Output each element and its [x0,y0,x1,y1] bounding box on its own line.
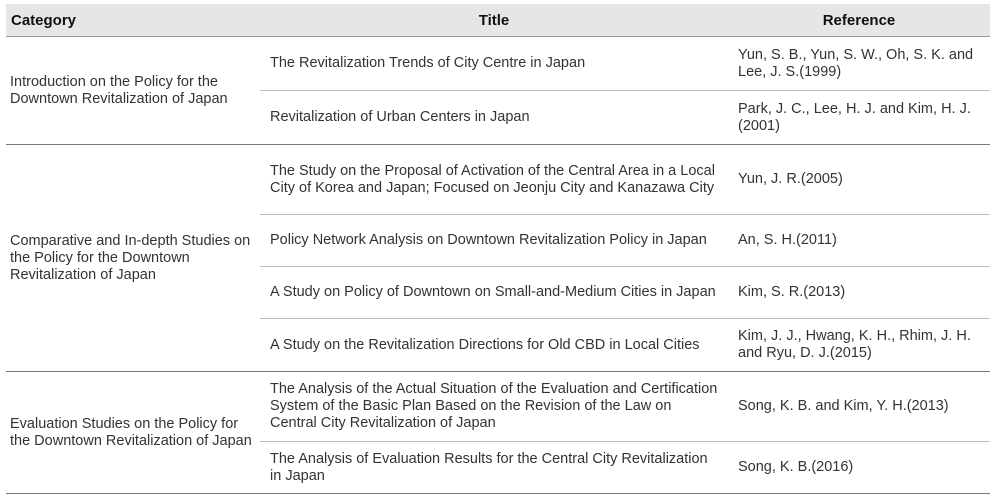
reference-cell: An, S. H.(2011) [728,215,990,267]
category-cell: Introduction on the Policy for the Downtown Revitalization of Japan [6,37,260,145]
reference-cell: Kim, J. J., Hwang, K. H., Rhim, J. H. and Ryu, D. J.(2015) [728,319,990,372]
references-table [6,4,990,494]
title-cell: Revitalization of Urban Centers in Japan [260,91,728,145]
header-title: Title [260,4,728,37]
reference-cell: Song, K. B. and Kim, Y. H.(2013) [728,372,990,442]
header-reference: Reference [728,4,990,37]
title-cell: A Study on Policy of Downtown on Small-and-Medium Cities in Japan [260,267,728,319]
reference-cell: Kim, S. R.(2013) [728,267,990,319]
title-cell: The Revitalization Trends of City Centre in Japan [260,37,728,91]
table-row [6,37,990,91]
title-cell: A Study on the Revitalization Directions for Old CBD in Local Cities [260,319,728,372]
reference-cell: Yun, J. R.(2005) [728,145,990,215]
header-row [6,4,990,37]
header-category: Category [6,4,260,37]
reference-cell: Yun, S. B., Yun, S. W., Oh, S. K. and Lee, J. S.(1999) [728,37,990,91]
category-cell: Comparative and In-depth Studies on the Policy for the Downtown Revitalization of Japan [6,145,260,372]
reference-cell: Song, K. B.(2016) [728,442,990,494]
table-row [6,145,990,215]
title-cell: The Analysis of Evaluation Results for the Central City Revitalization in Japan [260,442,728,494]
category-cell: Evaluation Studies on the Policy for the Downtown Revitalization of Japan [6,372,260,494]
table-row [6,372,990,442]
reference-cell: Park, J. C., Lee, H. J. and Kim, H. J.(2001) [728,91,990,145]
title-cell: The Study on the Proposal of Activation of the Central Area in a Local City of Korea and Japan; Focused on Jeonju City and Kanazawa City [260,145,728,215]
title-cell: Policy Network Analysis on Downtown Revitalization Policy in Japan [260,215,728,267]
title-cell: The Analysis of the Actual Situation of the Evaluation and Certification System of the Basic Plan Based on the Revision of the Law on Central City Revitalization of Japan [260,372,728,442]
